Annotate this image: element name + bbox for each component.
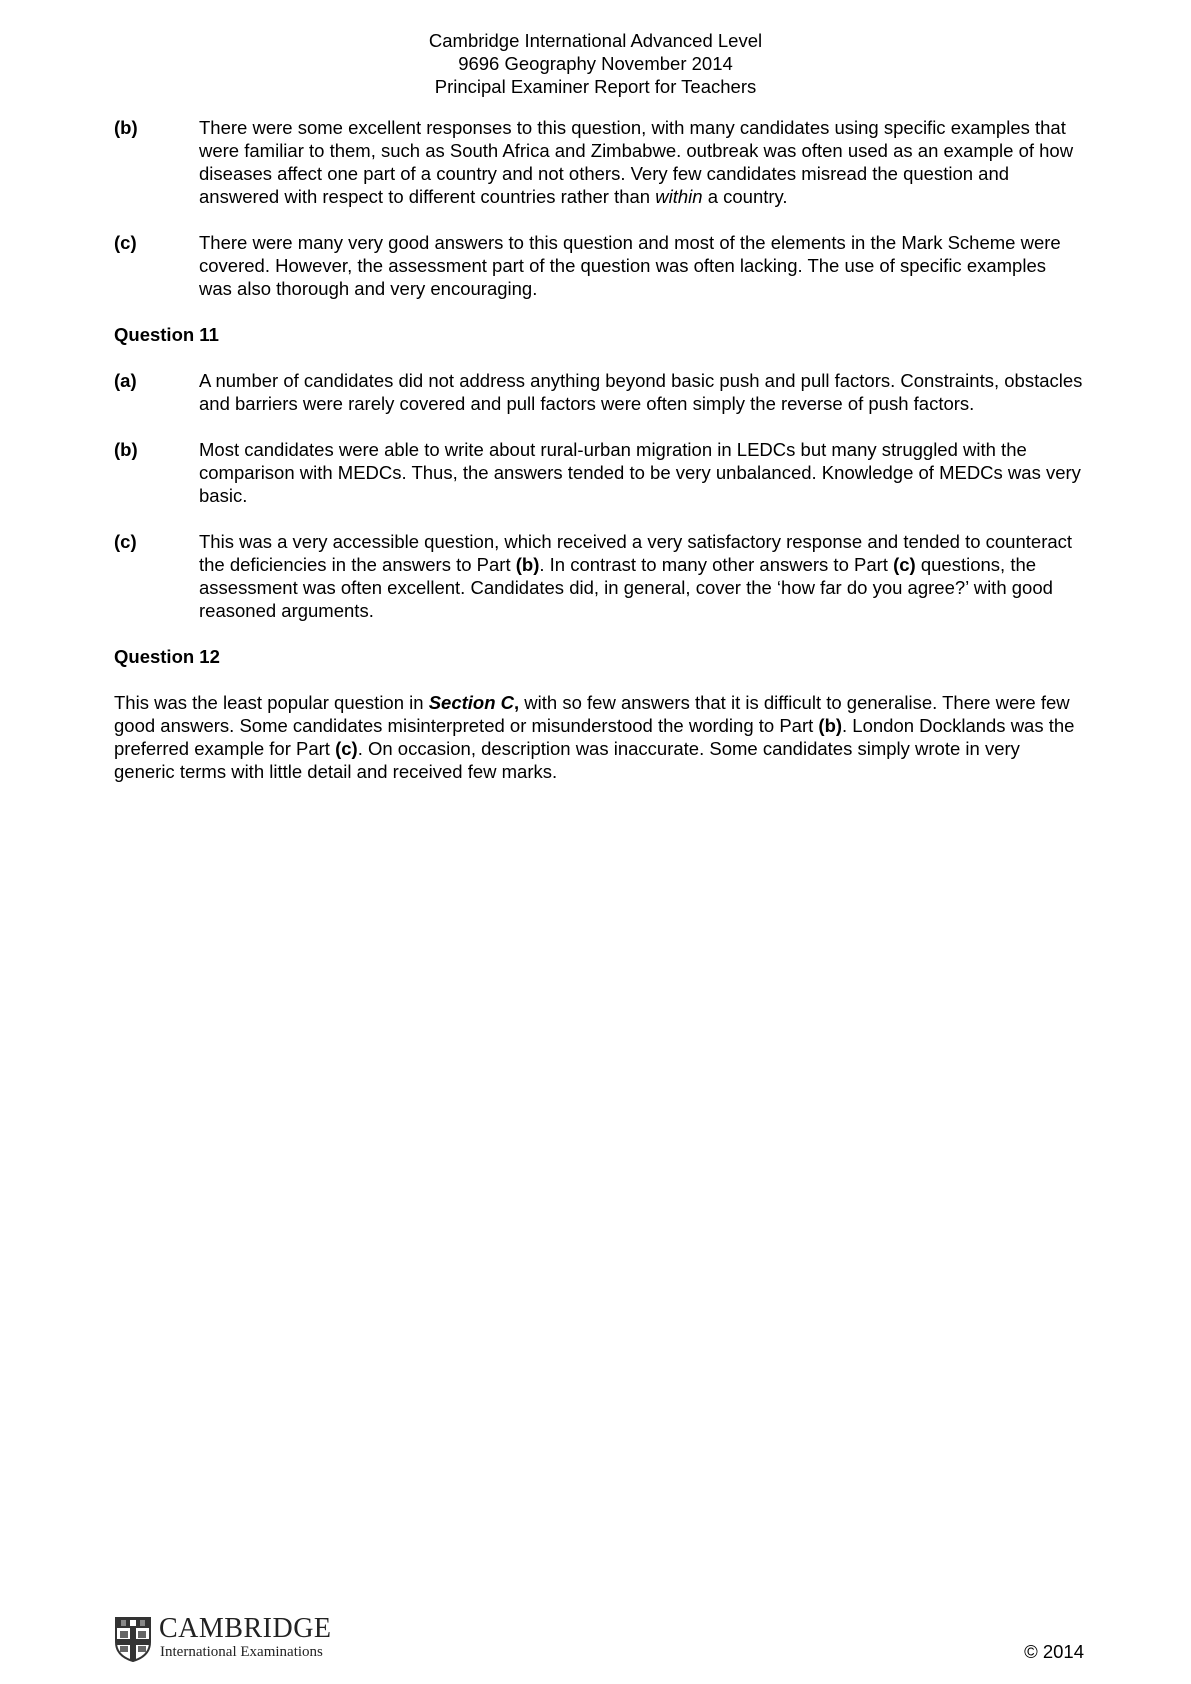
section-ref: Section C <box>428 692 515 713</box>
part-label: (a) <box>114 370 137 391</box>
q11-part-c <box>114 530 1084 622</box>
question-11-heading: Question 11 <box>114 324 219 345</box>
part-text: There were many very good answers to this question and most of the elements in the Mark Scheme were covered. However, the assessment part of the question was often lacking. The use of specific examples was also thorough and very encouraging. <box>199 232 1061 299</box>
q11-part-a <box>114 369 1084 415</box>
cambridge-shield-icon <box>114 1616 152 1662</box>
copyright: © 2014 <box>1024 1641 1084 1662</box>
text-run: There were some excellent responses to this question, with many candidates using specific examples that were familiar to them, such as South Africa and Zimbabwe. outbreak was often used as an example of how diseases affect one part of a country and not others. Very few candidates misread the question and answered with respect to different countries rather than <box>199 117 1074 207</box>
part-ref: (b) <box>818 715 843 736</box>
part-text <box>199 116 1084 208</box>
q11-part-b <box>114 438 1084 507</box>
part-text: A number of candidates did not address anything beyond basic push and pull factors. Constraints, obstacles and barriers were rarely covered and pull factors were often simply the reverse of push factors. <box>199 370 1083 414</box>
cambridge-logo <box>114 1613 354 1662</box>
part-label: (c) <box>114 232 137 253</box>
part-ref: (c) <box>335 738 358 759</box>
text-run: . London Docklands was the preferred example for Part <box>114 715 1075 759</box>
text-run: with so few answers that it is difficult to generalise. There were few good answers. Some candidates misinterpreted or misunderstood the wording to Part <box>114 692 1070 736</box>
q12-paragraph <box>114 691 1084 783</box>
report-body <box>114 116 1084 806</box>
part-ref: (c) <box>893 554 916 575</box>
logo-subtitle: International Examinations <box>160 1644 323 1660</box>
logo-wordmark: CAMBRIDGE <box>159 1613 332 1644</box>
part-text: Most candidates were able to write about rural-urban migration in LEDCs but many struggled with the comparison with MEDCs. Thus, the answers tended to be very unbalanced. Knowledge of MEDCs was very basic. <box>199 439 1081 506</box>
q10-part-c <box>114 231 1084 300</box>
question-12-heading: Question 12 <box>114 646 220 667</box>
part-label: (b) <box>114 117 138 138</box>
header-line-1: Cambridge International Advanced Level <box>428 30 763 51</box>
text-run: This was a very accessible question, which received a very satisfactory response and tended to counteract the deficiencies in the answers to Part <box>199 531 1073 575</box>
page-header <box>0 29 1191 98</box>
text-run: This was the least popular question in <box>114 692 429 713</box>
text-run: questions, the assessment was often excellent. Candidates did, in general, cover the ‘how far do you agree?’ with good reasoned arguments. <box>199 554 1053 621</box>
part-label: (c) <box>114 531 137 552</box>
text-run: . In contrast to many other answers to Part <box>539 554 894 575</box>
text-run: . On occasion, description was inaccurate. Some candidates simply wrote in very generic terms with little detail and received few marks. <box>114 738 1020 782</box>
part-label: (b) <box>114 439 138 460</box>
q10-part-b <box>114 116 1084 208</box>
part-ref: (b) <box>515 554 540 575</box>
header-line-3: Principal Examiner Report for Teachers <box>434 76 757 97</box>
text-run: , <box>514 692 520 713</box>
header-line-2: 9696 Geography November 2014 <box>458 53 733 74</box>
text-run: a country. <box>702 186 788 207</box>
part-text <box>199 530 1084 622</box>
emphasis-text: within <box>655 186 703 207</box>
